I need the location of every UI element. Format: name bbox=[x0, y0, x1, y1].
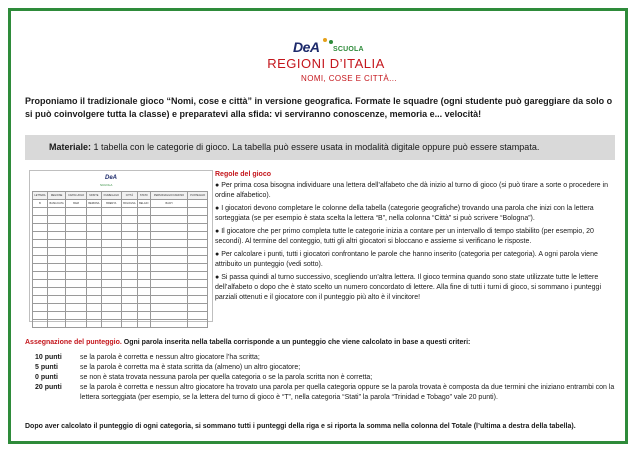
intro-paragraph: Proponiamo il tradizionale gioco “Nomi, cose e città” in versione geografica. Formate le squadre (ogni studente può gareggiare da solo o si può coinvolgere tutta la classe) e preparatevi alla sfida: vi serviranno conoscenze, memoria e... velocità! bbox=[25, 96, 613, 119]
materials-box bbox=[25, 135, 615, 160]
thumbnail-cell: BELGIO bbox=[138, 200, 151, 208]
rule-item: ● Per calcolare i punti, tutti i giocatori confrontano le parole che hanno inserito (categoria per categoria). A ogni parola viene attribuito un punteggio (vedi sotto). bbox=[215, 251, 598, 268]
rules-title: Regole del gioco bbox=[215, 171, 272, 178]
rules-section bbox=[215, 170, 612, 306]
thumbnail-header-cell: STATO bbox=[138, 192, 151, 200]
thumbnail-empty-row bbox=[33, 224, 208, 232]
scoring-row bbox=[35, 383, 615, 403]
scoring-points: 0 punti bbox=[35, 374, 58, 381]
thumbnail-cell bbox=[188, 200, 208, 208]
materials-text: 1 tabella con le categorie di gioco. La tabella può essere usata in modalità digitale oppure può essere stampata. bbox=[91, 142, 540, 152]
thumbnail-logo: DeA bbox=[105, 175, 118, 181]
thumbnail-header-row bbox=[33, 192, 208, 200]
materials-label: Materiale: bbox=[49, 142, 92, 152]
scoring-points: 5 punti bbox=[35, 364, 58, 371]
thumbnail-header-cell: MONTE bbox=[87, 192, 102, 200]
scoring-description: se non è stata trovata nessuna parola per quella categoria o se la parola scritta non è corretta; bbox=[80, 374, 373, 381]
thumbnail-cell: BARI bbox=[66, 200, 87, 208]
thumbnail-cell: BERNINA bbox=[87, 200, 102, 208]
thumbnail-header-cell: FIUME/LAGO bbox=[101, 192, 121, 200]
thumbnail-empty-row bbox=[33, 216, 208, 224]
logo-word: DeA bbox=[293, 39, 320, 55]
scoring-description: se la parola è corretta e nessun altro giocatore ha trovato una parola per quella categoria oppure se la parola trovata è composta da due termini che iniziano entrambi con la lettera sorteggiata (per esempio, se la lettera del turno di gioco è “T”, nella categoria “Stati” la parola “Trinidad e Tobago” vale 20 punti). bbox=[80, 384, 615, 401]
thumbnail-cell: BACH bbox=[150, 200, 188, 208]
thumbnail-header-cell: CITTÀ bbox=[121, 192, 137, 200]
scoring-label: Assegnazione del punteggio. bbox=[25, 339, 122, 346]
thumbnail-empty-row bbox=[33, 272, 208, 280]
thumbnail-header-cell: REGIONE bbox=[47, 192, 65, 200]
thumbnail-cell: BRENTA bbox=[101, 200, 121, 208]
scoring-heading bbox=[25, 338, 620, 348]
thumbnail-table bbox=[32, 191, 208, 328]
thumbnail-empty-row bbox=[33, 248, 208, 256]
thumbnail-header-cell: LETTERA bbox=[33, 192, 48, 200]
scoring-row bbox=[35, 363, 615, 373]
rule-item: ● I giocatori devono completare le colonne della tabella (categorie geografiche) trovando una parola che inizi con la lettera sorteggiata (se per esempio è stata scelta la lettera “B”, nella colonna “Città” si può scrivere “Bologna”). bbox=[215, 205, 594, 222]
footer-note: Dopo aver calcolato il punteggio di ogni categoria, si sommano tutti i punteggi della riga e si riporta la somma nella colonna del Totale (l’ultima a destra della tabella). bbox=[25, 423, 576, 430]
scoring-row bbox=[35, 353, 615, 363]
bullet-icon: ● bbox=[215, 205, 222, 212]
page-title: REGIONI D’ITALIA bbox=[267, 56, 385, 71]
thumbnail-empty-row bbox=[33, 304, 208, 312]
scoring-points: 10 punti bbox=[35, 354, 62, 361]
thumbnail-empty-row bbox=[33, 320, 208, 328]
thumbnail-header-cell: PERSONAGGIO FAMOSO bbox=[150, 192, 188, 200]
scoring-row bbox=[35, 373, 615, 383]
rule-item: ● Si passa quindi al turno successivo, scegliendo un’altra lettera. Il gioco termina quando sono state utilizzate tutte le lettere dell’alfabeto o dopo che è stato scelto un numero concordato di lettere. Alla fine di tutti i turni di gioco, si sommano i punteggi parziali ottenuti e il giocatore con il punteggio più alto è il vincitore! bbox=[215, 274, 602, 301]
scoring-description: se la parola è corretta ma è stata scritta da (almeno) un altro giocatore; bbox=[80, 364, 301, 371]
page-subtitle: NOMI, COSE E CITTÀ... bbox=[301, 74, 397, 83]
bullet-icon: ● bbox=[215, 251, 222, 258]
scoring-list bbox=[35, 353, 615, 403]
thumbnail-empty-row bbox=[33, 208, 208, 216]
thumbnail-example-row bbox=[33, 200, 208, 208]
thumbnail-empty-row bbox=[33, 264, 208, 272]
thumbnail-empty-row bbox=[33, 280, 208, 288]
scoring-description: se la parola è corretta e nessun altro giocatore l’ha scritta; bbox=[80, 354, 260, 361]
thumbnail-empty-row bbox=[33, 288, 208, 296]
thumbnail-header-cell: CAPOLUOGO bbox=[66, 192, 87, 200]
bullet-icon: ● bbox=[215, 228, 222, 235]
thumbnail-header-cell: PUNTEGGIO bbox=[188, 192, 208, 200]
thumbnail-empty-row bbox=[33, 312, 208, 320]
scoring-text: Ogni parola inserita nella tabella corrisponde a un punteggio che viene calcolato in base a questi criteri: bbox=[121, 339, 471, 346]
bullet-icon: ● bbox=[215, 182, 222, 189]
thumbnail-empty-row bbox=[33, 232, 208, 240]
thumbnail-cell: BASILICATA bbox=[47, 200, 65, 208]
thumbnail-empty-row bbox=[33, 296, 208, 304]
logo-dot-green bbox=[329, 40, 333, 44]
logo-dot-orange bbox=[323, 38, 327, 42]
rule-item: ● Per prima cosa bisogna individuare una lettera dell’alfabeto che dà inizio al turno di gioco (si può tirare a sorte o procedere in ordine alfabetico). bbox=[215, 182, 608, 199]
thumbnail-logo-sub: SCUOLA bbox=[100, 183, 113, 187]
rule-item: ● Il giocatore che per primo completa tutte le categorie inizia a contare per un intervallo di tempo stabilito (per esempio, 20 secondi). Al termine del conteggio, tutti gli altri giocatori si bloccano e assieme si verificano le risposte. bbox=[215, 228, 594, 245]
bullet-icon: ● bbox=[215, 274, 222, 281]
thumbnail-cell: BOLOGNA bbox=[121, 200, 137, 208]
game-table-thumbnail bbox=[29, 170, 213, 322]
thumbnail-empty-row bbox=[33, 240, 208, 248]
scoring-points: 20 punti bbox=[35, 384, 62, 391]
thumbnail-empty-row bbox=[33, 256, 208, 264]
logo-sub: SCUOLA bbox=[333, 46, 364, 53]
thumbnail-cell: B bbox=[33, 200, 48, 208]
